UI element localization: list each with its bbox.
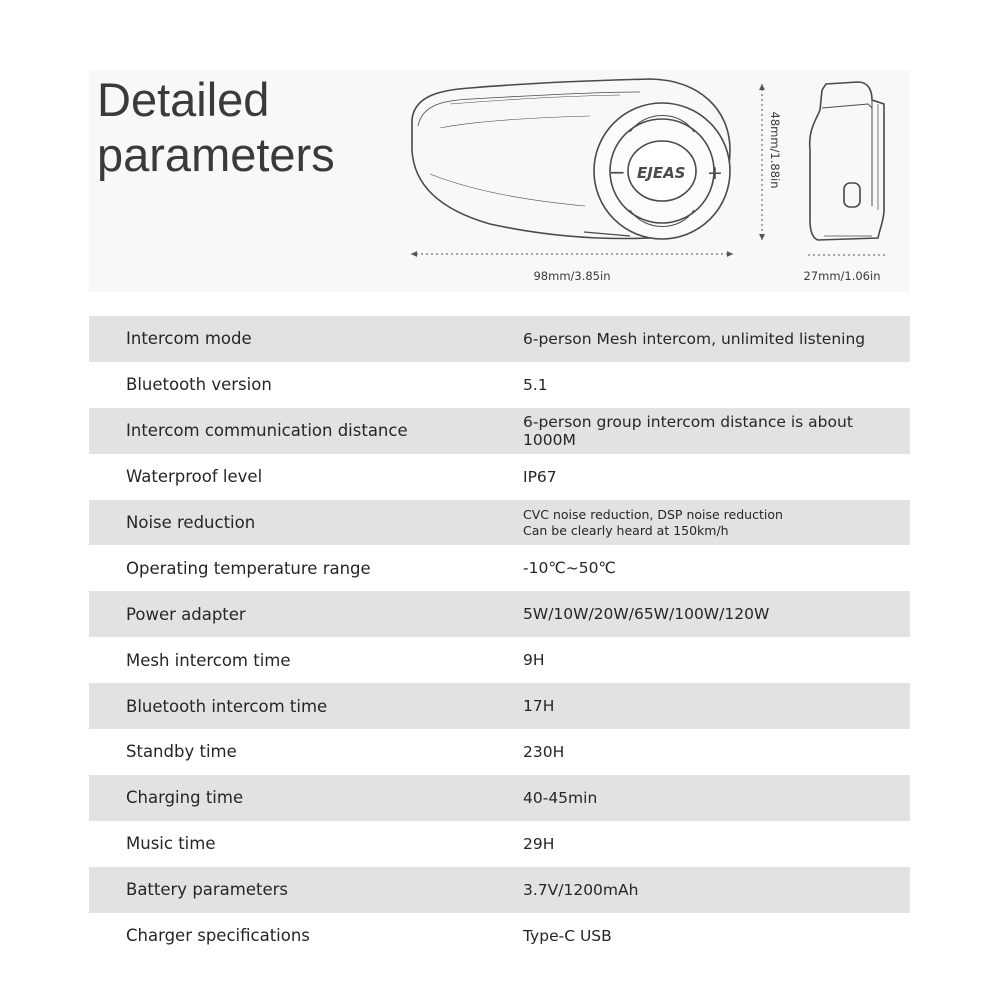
param-value: IP67 <box>523 467 557 486</box>
param-name: Mesh intercom time <box>126 650 291 670</box>
spec-table <box>89 316 910 958</box>
param-value: 230H <box>523 742 565 761</box>
table-row <box>89 775 910 821</box>
param-value: 29H <box>523 834 555 853</box>
param-value-line-2: Can be clearly heard at 150km/h <box>523 522 729 538</box>
side-view <box>810 82 884 240</box>
param-value: 5W/10W/20W/65W/100W/120W <box>523 591 910 637</box>
table-row <box>89 637 910 683</box>
front-height-label: 48mm/1.88in <box>768 111 782 189</box>
param-name: Standby time <box>126 742 237 762</box>
page-title-line-2: parameters <box>97 128 335 181</box>
table-row <box>89 729 910 775</box>
param-value: -10℃~50℃ <box>523 559 616 578</box>
table-row <box>89 913 910 959</box>
param-value: 40-45min <box>523 775 910 821</box>
param-value: 5.1 <box>523 375 548 394</box>
table-row <box>89 821 910 867</box>
plus-icon: + <box>707 162 723 184</box>
param-name: Operating temperature range <box>126 558 371 578</box>
product-dimension-drawing <box>400 70 910 292</box>
param-name: Battery parameters <box>89 867 523 913</box>
table-row <box>89 408 910 454</box>
table-row <box>89 500 910 546</box>
page-title <box>97 72 335 182</box>
table-row <box>89 683 910 729</box>
side-depth-label: 27mm/1.06in <box>803 269 881 283</box>
param-value: 17H <box>523 683 910 729</box>
param-name: Intercom communication distance <box>89 408 523 454</box>
table-row <box>89 316 910 362</box>
page-title-line-1: Detailed <box>97 73 270 126</box>
height-dimension-arrows <box>759 84 765 240</box>
param-value <box>523 500 910 546</box>
table-row <box>89 545 910 591</box>
table-row <box>89 591 910 637</box>
param-name: Power adapter <box>89 591 523 637</box>
param-value: 9H <box>523 651 545 670</box>
param-name: Charging time <box>89 775 523 821</box>
table-row <box>89 362 910 408</box>
minus-icon: − <box>609 160 626 184</box>
param-name: Bluetooth version <box>126 375 272 395</box>
param-name: Noise reduction <box>89 500 523 546</box>
param-value: 6-person group intercom distance is about 1000M <box>523 408 910 454</box>
param-name: Intercom mode <box>89 316 523 362</box>
param-name: Charger specifications <box>126 926 310 946</box>
param-value: 6-person Mesh intercom, unlimited listening <box>523 316 910 362</box>
brand-logo: EJEAS <box>637 164 686 182</box>
front-width-label: 98mm/3.85in <box>533 269 611 283</box>
param-name: Bluetooth intercom time <box>89 683 523 729</box>
param-name: Music time <box>126 834 216 854</box>
param-value-line-1: CVC noise reduction, DSP noise reduction <box>523 506 783 522</box>
param-value: 3.7V/1200mAh <box>523 867 910 913</box>
param-value: Type-C USB <box>523 926 612 945</box>
param-name: Waterproof level <box>126 467 263 487</box>
front-view <box>412 79 730 239</box>
table-row <box>89 867 910 913</box>
table-row <box>89 454 910 500</box>
